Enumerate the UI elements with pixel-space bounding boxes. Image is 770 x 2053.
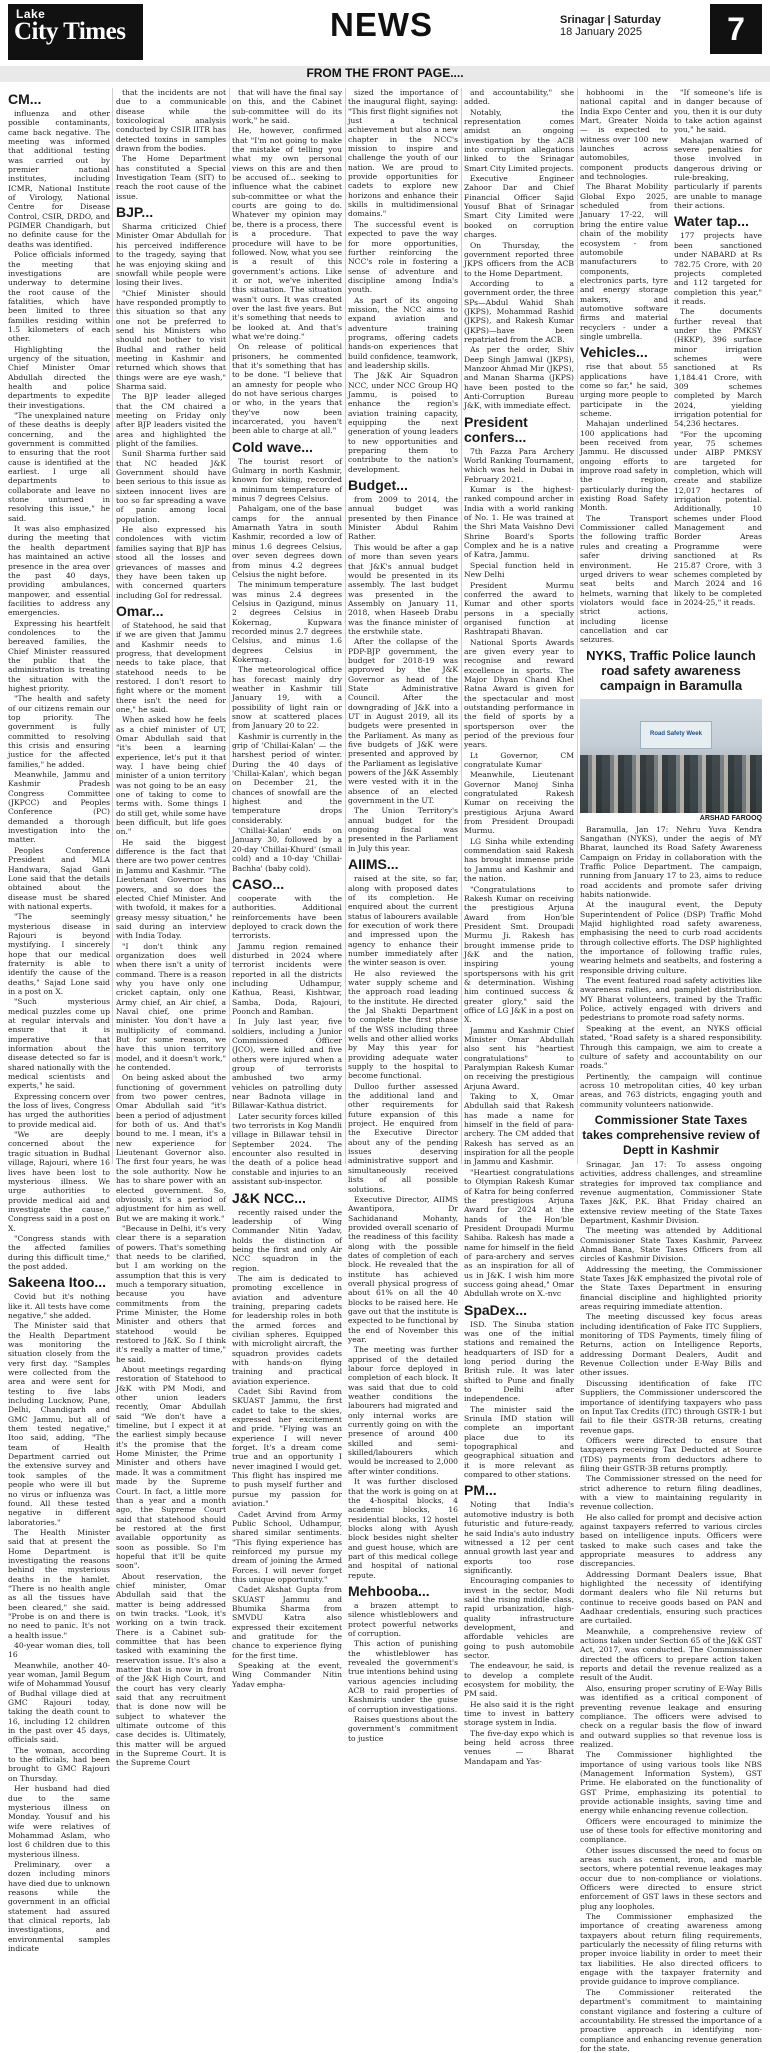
paragraph: sized the importance of the inaugural flight, saying: "This first flight signifies not just a technical achievement but also a new chapter in the NCC's mission to inspire and challenge the youth of our nation. We are proud to provide opportunities for cadets to explore new horizons and enhance their skills in multidimensional domains." xyxy=(348,88,458,219)
paragraph: Sharma criticized Chief Minister Omar Abdullah for his perceived indifference to the tragedy, saying that he was enjoying skiing and snowfall while people were losing their lives. xyxy=(116,222,226,288)
column-6-top xyxy=(580,88,762,646)
paragraph: The minimum temperature was minus 2.4 degrees Celsius in Qazigund, minus 2 degrees Celsius in Kokernag, Kupwara recorded minus 2.7 degrees Celsius, and minus 1.6 degrees Celsius in Kokernag. xyxy=(232,580,342,664)
paragraph: The meeting was attended by Additional Commissioner State Taxes Kashmir, Parveez Ahmad Bana, State Taxes Officers from all circles of Kashmir Division. xyxy=(580,1226,762,1264)
paragraph: The Commissioner highlighted the importance of using various tools like NBS (Management Information System), GST Prime. He elaborated on the functionality of GST Prime, emphasizing its potential to provide actionable insights, saving time and energy while enhancing revenue collection. xyxy=(580,1750,762,1816)
paragraph: Kashmir is currently in the grip of 'Chillai-Kalan' — the harshest period of winter. During the 40 days of 'Chillai-Kalan', which began on December 21, the chances of snowfall are the highest and the temperature drops considerably. xyxy=(232,731,342,825)
paragraph: raised at the site, so far, along with proposed dates of its completion. He enquired about the current status of labourers available for execution of work there and impressed upon the agency to enhance their number immediately after the winter season is over. xyxy=(348,874,458,968)
paragraph: It was further disclosed that the work is going on at the 4-hospital blocks, 4 academic blocks, 16 residential blocks, 12 hostel blocks along with Ayush block besides night shelter and guest house, which are part of this medical college and hospital of national repute. xyxy=(348,1477,458,1580)
article-body xyxy=(580,362,668,644)
paragraph: In July last year, five soldiers, including a Junior Commissioned Officer (JCO), were killed and five others were injured when a group of terrorists ambushed two army vehicles on patrolling duty near Badnota village in Billawar-Kathua district. xyxy=(232,1017,342,1111)
paragraph: As per the order, Shiv Deep Singh Jamwal (JKPS), Manzoor Ahmad Mir (JKPS), and Manan Sharma (JKPS) have been posted to the Anti-Corruption Bureau J&K, with immediate effect. xyxy=(464,345,574,411)
paragraph: "Such mysterious medical puzzles come up at regular intervals and ensure that it is imperative that information about the disease detected so far is shared nationally with the medical scientists and experts," he said. xyxy=(8,997,110,1091)
paragraph: The BJP leader alleged that the CM chaired a meeting on Friday only after BJP leaders visited the area and highlighted the plight of the families. xyxy=(116,392,226,449)
paragraph: that will have the final say on this, and the Cabinet sub-committee will do its work," he said. xyxy=(232,88,342,126)
paragraph: Sunil Sharma further said that NC headed J&K Government should have been serious to this issue as sixteen innocent lives are too so far spreading a wave of panic among local population. xyxy=(116,449,226,524)
photo-story-heading: NYKS, Traffic Police launch road safety awareness campaign in Baramulla xyxy=(586,647,756,693)
paragraph: Expressing concern over the loss of lives, Congress has urged the authorities to provide medical aid. xyxy=(8,1091,110,1129)
paragraph: Speaking at the event, Wing Commander Nitin Yadav empha- xyxy=(232,1661,342,1689)
paragraph: Mahajan warned of severe penalties for those involved in dangerous driving or rule-breaking, particularly if parents are unable to manage their actions. xyxy=(674,135,762,211)
paragraph: The five-day expo which is being held across three venues — Bharat Mandapam and Yas- xyxy=(464,1728,574,1766)
paragraph: The J&K Air Squadron NCC, under NCC Group HQ Jammu, is poised to enhance the region's aviation training capacity, equipping the next generation of young leaders to new opportunities and preparing them to contribute to the nation's development. xyxy=(348,371,458,474)
paragraph: Later security forces killed two terrorists in Kog Mandli village in Billawar tehsil in September 2024. The encounter also resulted in the death of a police head constable and injuries to an assistant sub-inspector. xyxy=(232,1111,342,1187)
paragraph: Executive Engineer Zahoor Dar and Chief Financial Officer Sajid Yousuf Bhat of Srinagar Smart City Limited were booked on corruption charges. xyxy=(464,174,574,240)
article-heading: Mehbooba... xyxy=(348,1582,430,1599)
paragraph: He, however, confirmed that "I'm not going to make the mistake of telling you what my own personal views on this are and then be accused of... seeking to influence what the cabinet sub-committee or what the courts are going to do. Whatever my opinion may be, there is a process, there is a procedure. That procedure will have to be followed. Now, what you see is a result of this government's actions. Like it or not, we've inherited this situation. The situation wasn't ours. It was created over the last five years. But it's something that needs to be looked at. And that's what we're doing." xyxy=(232,126,342,341)
paragraph: According to a government order, the three SPs—Abdul Wahid Shah (JKPS), Mohammad Rashid (JKPS), and Rakesh Kumar (JKPS)—have been repatriated from the ACB. xyxy=(464,278,574,344)
article-body xyxy=(116,621,226,1768)
masthead xyxy=(0,0,770,62)
article-body xyxy=(580,1160,762,2053)
photo-banner-text: Road Safety Week xyxy=(650,730,702,737)
paragraph: Other issues discussed the need to focus on areas such as cement, iron, and marble sectors, where potential revenue leakages may occur due to non-compliance or violations. Officers were directed to ensure strict enforcement of GST laws in these sectors and plug any loopholes. xyxy=(580,1845,762,1911)
paragraph: The Health Minister said that at present the Home Department is investigating the reasons behind the mysterious deaths in the hamlet. "There is no health angle as all the tissues have been cleared," she said. "Probe is on and there is no need to panic. It's not a health issue." xyxy=(8,1527,110,1640)
paragraph: "Congratulations to Rakesh Kumar on receiving the prestigious Arjuna Award from Hon'ble President Smt. Droupadi Murmu Ji. Rakesh has brought immense pride to J&K and the nation, inspiring young sportspersons with his grit & determination. Wishing him continued success & greater glory," said the office of LG J&K in a post on X. xyxy=(464,884,574,1025)
column-divider xyxy=(229,88,230,1164)
paragraph: The Union Territory's annual budget for the ongoing fiscal was presented in the Parliament in July this year. xyxy=(348,806,458,853)
paragraph: Notably, the representation comes amidst an ongoing investigation by the ACB into corruption allegations linked to the Srinagar Smart City Limited projects. xyxy=(464,107,574,173)
paragraph: The Home Department has constituted a Special Investigation Team (SIT) to reach the root cause of the issue. xyxy=(116,154,226,201)
paragraph: 'Chillai-Kalan' ends on January 30, followed by a 20-day 'Chillai-Khurd' (small cold) and a 10-day 'Chillai-Bachha' (baby cold). xyxy=(232,826,342,873)
paragraph: National Sports Awards are given every year to recognise and reward excellence in sports. The Major Dhyan Chand Khel Ratna Award is given for the spectacular and most outstanding performance in the field of sports by a sportsperson over the period of the previous four years. xyxy=(464,637,574,750)
section-title: NEWS xyxy=(330,6,433,43)
news-photo xyxy=(580,699,762,813)
paragraph: Dulloo further assessed the additional land and other requirements for future expansion of this project. He enquired from the Executive Director about any of the pending issues deserving administrative support and simultaneously received lists of all possible solutions. xyxy=(348,1081,458,1194)
paragraph: Srinagar, Jan 17: To assess ongoing activities, address challenges, and streamline strategies for improved tax compliance and revenue augmentation, Commissioner State Taxes J&K, P.K. Bhat Friday chaired an extensive review meeting of the State Taxes Department, Kashmir Division. xyxy=(580,1159,762,1225)
article-body xyxy=(116,222,226,600)
paragraph: "We are deeply concerned about the tragic situation in Budhal village, Rajouri, where 16 lives have been lost to mysterious illness. We urge authorities to provide medical aid and investigate the cause," Congress said in a post on X. xyxy=(8,1130,110,1233)
edition-city: Srinagar | Saturday xyxy=(560,14,661,26)
paragraph: Meanwhile, a comprehensive review of actions taken under Section 65 of the J&K GST Act, 2017, was conducted. The Commissioner directed the officers to prepare action taken reports and detail the revenue realized as a result of the Audit. xyxy=(580,1626,762,1683)
paragraph: Peoples Conference President and MLA Handwara, Sajad Gani Lone said that the details obtained about the disease must be shared with national experts. xyxy=(8,845,110,911)
paragraph: Pahalgam, one of the base camps for the annual Amarnath Yatra in south Kashmir, recorded a low of minus 1.6 degrees Celsius, over seven degrees down from minus 4.2 degrees Celsius the night before. xyxy=(232,504,342,579)
paragraph: He also expressed his condolences with victim families saying that BJP has stood all the losses and grievances of masses and they have been taken up with concerned quarters including GoI for redressal. xyxy=(116,525,226,600)
paragraph: The woman, according to the officials, had been brought to GMC Rajouri on Thursday. xyxy=(8,1745,110,1783)
paragraph: The meteorological office has forecast mainly dry weather in Kashmir till January 19, with a possibility of light rain or snow at scattered places from January 20 to 22. xyxy=(232,665,342,731)
paragraph: 7th Fazza Para Archery World Ranking Tournament, which was held in Dubai in February 2021. xyxy=(464,446,574,484)
paragraph: LG Sinha while extending commendation said Rakesh has brought immense pride to Jammu and Kashmir and the nation. xyxy=(464,836,574,884)
paragraph: Raises questions about the government's commitment to justice xyxy=(348,1715,458,1743)
column-5 xyxy=(464,88,574,1766)
article-body xyxy=(232,88,342,436)
paragraph: It was also emphasized during the meeting that the health department has maintained an active presence in the area over the past 40 days, providing ambulances, manpower, and essential facilities to address any emergencies. xyxy=(8,524,110,618)
article-heading: Water tap... xyxy=(674,213,749,230)
paragraph: The Transport Commissioner called the following traffic rules and creating a safer driving environment. He urged drivers to wear seat belts and helmets, warning that violators would face strict actions, including license cancellation and car seizures. xyxy=(580,513,668,645)
logo-main: City Times xyxy=(14,18,126,45)
column-6-left xyxy=(580,88,668,646)
paragraph: Mahajan underlined 100 applications had been received from Jammu. He discussed ongoing efforts to improve road safety in the region, particularly during the existing Road Safety Month. xyxy=(580,419,668,513)
edition-date: 18 January 2025 xyxy=(560,26,642,38)
paragraph: The Commissioner stressed on the need for strict adherence to return filing deadlines, with a view to maintaining regularity in revenue collection. xyxy=(580,1474,762,1512)
paragraph: Jammu region remained disturbed in 2024 where terrorist incidents were reported in all the districts including Udhampur, Kathua, Reasi, Kishtwar, Samba, Doda, Rajouri, Poonch and Ramban. xyxy=(232,941,342,1016)
article-body xyxy=(580,825,762,1109)
article-body xyxy=(464,1500,574,1766)
article-heading: AIIMS... xyxy=(348,856,399,873)
paragraph: Pertinently, the campaign will continue across 10 metropolitan cities, 40 key urban areas, and 763 districts, engaging youth and community volunteers nationwide. xyxy=(580,1071,762,1109)
article-heading: Omar... xyxy=(116,602,164,619)
paragraph: On Thursday, the government reported three JKPS officers from the ACB to the Home Department. xyxy=(464,240,574,278)
paragraph: This would be after a gap of more than seven years that J&K's annual budget would be presented in its assembly. The last budget was presented in the Assembly on January 11, 2018, when Haseeb Drabu was the finance minister of the erstwhile state. xyxy=(348,542,458,636)
column-4 xyxy=(348,88,458,1743)
article-heading: Vehicles... xyxy=(580,344,648,361)
paragraph: Cadet Sibi Ravind from SKUAST Jammu, the first cadet to take to the skies, expressed her excitement and pride. "Flying was an experience I will never forget. It's a dream come true and an opportunity I never imagined I would get. This flight has inspired me to push myself further and pursue my passion for aviation." xyxy=(232,1387,342,1509)
photo-credit: ARSHAD FAROOQ xyxy=(699,814,762,822)
paragraph: The meeting discussed key focus areas including identification of Fake ITC Suppliers, monitoring of TDS Payments, timely filing of Returns, action on Intelligence Reports, addressing Dormant Dealers, Audit and Revenue Collection under E-Way Bills and other issues. xyxy=(580,1312,762,1378)
paragraph: This action of punishing the whistleblower has revealed the government's true intentions behind using various agencies including ACB to raid properties of Kashmiris under the guise of corruption investigations. xyxy=(348,1639,458,1714)
article-heading: SpaDex... xyxy=(464,1301,528,1318)
paragraph: He also said it is the right time to invest in battery storage system in India. xyxy=(464,1699,574,1728)
paragraph: a brazen attempt to silence whistleblowers and protect powerful networks of corruption. xyxy=(348,1600,458,1638)
paragraph: The tourist resort of Gulmarg in north Kashmir, known for skiing, recorded a minimum temperature of minus 7 degrees Celsius. xyxy=(232,456,342,504)
article-heading: CASO... xyxy=(232,875,285,892)
paragraph: Speaking at the event, an NYKS official stated, "Road safety is a shared responsibility. Through this campaign, we aim to create a culture of safety and accountability on our roads." xyxy=(580,1023,762,1071)
paragraph: After the collapse of the PDP-BJP government, the budget for 2018-19 was approved by the J&K Governor as head of the State Administrative Council. After the downgrading of J&K into a UT in August 2019, all its budgets were presented in the Parliament. As many as five budgets of J&K were presented and approved by the Parliament as legislative powers of the J&K Assembly were vested with it in the absence of an elected government in the UT. xyxy=(348,637,458,806)
paragraph: Meanwhile, Jammu and Kashmir Pradesh Congress Committee (JKPCC) and Peoples Conference (PC) demanded a thorough investigation into the matter. xyxy=(8,770,110,845)
column-divider xyxy=(461,88,462,1164)
paragraph: The documents further reveal that under the PMKSY (HKKP), 396 surface minor irrigation schemes were sanctioned at Rs 1,184.41 Crore, with 309 schemes completed by March 2024, yielding irrigation potential for 54,236 hectares. xyxy=(674,307,762,429)
article-body xyxy=(464,447,574,1299)
paragraph: On release of political prisoners, he commented that it's something that has to be done. "I believe that an amnesty for people who do not have serious charges or who, in the years that they've now been incarcerated, you haven't been able to charge at all." xyxy=(232,342,342,436)
paragraph: "Congress stands with the affected families during this difficult time," the post added. xyxy=(8,1233,110,1271)
paragraph: On being asked about the functioning of government from two power centres, Omar Abdullah said "it's been a period of adjustment for both of us. And that's bound to me. I mean, it's a new experience for Lieutenant Governor also. The first four years, he was the sole authority. Now he has to share power with an elected government. So, obviously, it's a period of adjustment for him as well. But we are making it work." xyxy=(116,1073,226,1223)
paragraph: "Chief Minister should have responded promptly to this situation so that any one not be preferred to send his Ministers who should not bother to visit Budhal and rather held meeting in Kashmir and returned which shows that things were are eye wash," Sharma said. xyxy=(116,288,226,391)
paragraph: cooperate with the authorities. Additional reinforcements have been deployed to crack down the terrorists. xyxy=(232,893,342,941)
paragraph: Meanwhile, Lieutenant Governor Manoj Sinha congratulated Rakesh Kumar on receiving the prestigious Arjuna Award from President Droupadi Murmu. xyxy=(464,770,574,836)
paragraph: influenza and other possible contaminants, came back negative. The meeting was informed that additional testing was carried out by premier national institutes, including ICMR, National Institute of Virology, National Centre for Disease Control, CSIR, DRDO, and PGIMER Chandigarh, but no definite cause for the deaths was identified. xyxy=(8,109,110,249)
paragraph: When asked how he feels as a chief minister of UT, Omar Abdullah said that "it's been a learning experience, let's put it that way. I have being chief minister of a union territory was not going to be an easy one of taking to come to terms with. Some things I do still get, while some have been difficult, but life goes on." xyxy=(116,715,226,837)
paragraph: Meanwhile, another 40-year woman, Jamil Begum wife of Mohammad Yousuf of Budhal village died at GMC Rajouri today, taking the death count to 16, including 12 children in the past over 45 days, officials said. xyxy=(8,1660,110,1745)
article-heading: President confers... xyxy=(464,413,528,445)
paragraph: from 2009 to 2014, the annual budget was presented by then Finance Minister Abdul Rahim Rather. xyxy=(348,495,458,542)
newspaper-logo xyxy=(8,4,143,60)
paragraph: Addressing the meeting, the Commissioner State Taxes J&K emphasized the pivotal role of the State Taxes Department in ensuring financial discipline and highlighted priority areas requiring immediate attention. xyxy=(580,1264,762,1312)
paragraph: Highlighting the urgency of the situation, Chief Minister Omar Abdullah directed the health and police departments to expedite their investigations. xyxy=(8,344,110,410)
paragraph: Special function held in New Delhi xyxy=(464,560,574,580)
paragraph: ISD. The Sinuba station was one of the initial stations and remained the headquarters of ISD for a long period during the British rule. It was later shifted to Pune and finally to Delhi after independence. xyxy=(464,1319,574,1404)
paragraph: "The seemingly mysterious disease in Rajouri is beyond mystifying. I sincerely hope that our medical fraternity is able to identify the cause of the deaths," Sajad Lone said in a post on X. xyxy=(8,912,110,996)
paragraph: The Commissioner emphasized the importance of creating awareness among taxpayers about return filing requirements, particularly the necessity of filing returns with proper invoice liability in order to meet their tax liabilities. He also directed officers to engage with the taxpayer fraternity and provide guidance to improve compliance. xyxy=(580,1912,762,1987)
paragraph: of Statehood, he said that if we are given that Jammu and Kashmir needs to progress, that development needs to take place, that statehood needs to be restored. I don't resort to fight where or the moment there isn't the need for one," he said. xyxy=(116,620,226,714)
column-1 xyxy=(8,88,110,1953)
article-body xyxy=(232,457,342,873)
paragraph: Encouraging companies to invest in the sector, Modi said the rising middle class, rapid urbanization, high-quality infrastructure development, and affordable vehicles are going to push automobile sector. xyxy=(464,1576,574,1660)
paragraph: "The health and safety of our citizens remain our top priority. The government is fully committed to resolving this crisis and ensuring justice for the affected families," he added. xyxy=(8,694,110,769)
paragraph: "For the upcoming year, 75 schemes under AIBP PMKSY are targeted for completion, which will create and stabilize 12,017 hectares of irrigation potential. Additionally, 10 schemes under Flood Management and Border Areas Programme were sanctioned at Rs 215.87 Crore, with 3 schemes completed by March 2024 and 16 likely to be completed in 2024-25," it reads. xyxy=(674,429,762,607)
paragraph: "Heartiest congratulations to Olympian Rakesh Kumar of Katra for being conferred the prestigious Arjuna Award for 2024 at the hands of the Hon'ble President Droupadi Murmu Sahiba. Rakesh has made a name for himself in the field of para-archery and serves as an inspiration for all of us in J&K. I wish him more success going ahead," Omar Abdullah wrote on X.-nvc xyxy=(464,1167,574,1299)
article-heading: PM... xyxy=(464,1482,497,1499)
paragraph: hobhoomi in the national capital and India Expo Center and Mart, Greater Noida — is expected to witness over 100 new launches across automobiles, component products and technologies. xyxy=(580,88,668,182)
paragraph: The minister said the Srinula IMD station will complete an important place due to its topographical and geographical situation and it is more relevant as compared to other stations. xyxy=(464,1404,574,1480)
paragraph: Cadet Arvind from Army Public School, Udhampur, shared similar sentiments. "This flying experience has reinforced my pursue my dream of joining the Armed Forces. I will never forget this unique opportunity." xyxy=(232,1509,342,1584)
column-3 xyxy=(232,88,342,1689)
column-divider xyxy=(577,88,578,1164)
paragraph: The Minister said that the Health Department was monitoring the situation closely from the very first day. "Samples were collected from the area and were sent for testing to five labs including Lucknow, Pune, Delhi, Chandigarh and GMC Jammu, but all of them tested negative," Itoo said, adding, "The team of Health Department carried out the extensive survey and took samples of the people who were ill but no virus or influenza was found. All these tested negative in different laboratories." xyxy=(8,1321,110,1527)
paragraph: About meetings regarding restoration of Statehood to J&K with PM Modi, and other union leaders recently, Omar Abdullah said "We don't have a timeline, but I expect it at the earliest simply because it's the promise that the Home Minister, the Prime Minister and others have made. It was a commitment made by the Supreme Court. In fact, a little more than a year and a month ago, the Supreme Court said that statehood should be restored at the first available opportunity as soon as possible. So I'm hopeful that it'll be quite soon". xyxy=(116,1365,226,1571)
paragraph: The aim is dedicated to promoting excellence in aviation and adventure training, preparing cadets for leadership roles in both the armed forces and civilian spheres. Equipped with microlight aircraft, the squadron provides cadets with hands-on flying training and practical aviation experience. xyxy=(232,1273,342,1386)
article-heading: Cold wave... xyxy=(232,438,313,455)
paragraph: that the incidents are not due to a communicable disease while the toxicological analysis conducted by CSIR IITR has detected toxins in samples drawn from the bodies. xyxy=(116,88,226,154)
paragraph: President Murmu conferred the award to Kumar and other sports persons in a specially organised function at Rashtrapati Bhavan. xyxy=(464,580,574,637)
page-number: 7 xyxy=(710,4,762,54)
paragraph: The endeavour, he said, is to develop a complete ecosystem for mobility, the PM said. xyxy=(464,1661,574,1699)
paragraph: He also called for prompt and decisive action against taxpayers referred to various circles based on intelligence inputs. Officers were tasked to make such cases and take the appropriate measures to address any discrepancies. xyxy=(580,1512,762,1569)
paragraph: "The unexplained nature of these deaths is deeply concerning, and the government is committed to ensuring that the root cause is identified at the earliest. I urge all departments to collaborate and leave no stone unturned in resolving this issue," he said. xyxy=(8,411,110,523)
paragraph: Officers were directed to ensure that taxpayers receiving Tax Deducted at Source (TDS) payments from deductors adhere to filing their GSTR-3B returns promptly. xyxy=(580,1435,762,1473)
edition-info xyxy=(560,14,700,38)
paragraph: About reservation, the chief minister, Omar Abdullah said that the matter is being addressed on twin tracks. "Look, it's working on a twin track. There is a Cabinet sub-committee that has been tasked with examining the reservation issue. It's also a matter that is now in front of the J&K High Court, and the court has very clearly said that any recruitment that is done now will be subject to whatever the ultimate outcome of this case decides is. Ultimately, this matter will be argued in the Supreme Court. It is the Supreme Court xyxy=(116,1571,226,1768)
photo-banner xyxy=(640,721,712,749)
article-body xyxy=(580,88,668,341)
paragraph: Covid but it's nothing like it. All tests have come negative," she added. xyxy=(8,1292,110,1320)
paragraph: The meeting was further apprised of the detailed labour force deployed in completion of each block. It was said that due to cold weather conditions the labourers had migrated and only internal works are currently going on with the presence of around 400 skilled and semi-skilled/labourers which would be increased to 2,000 after winter conditions. xyxy=(348,1345,458,1476)
paragraph: Noting that India's automotive industry is both futuristic and future-ready, he said India's auto industry witnessed a 12 per cent annual growth last year and exports too rose significantly. xyxy=(464,1500,574,1575)
column-6 xyxy=(580,88,762,2053)
paragraph: Jammu and Kashmir Chief Minister Omar Abdullah also sent his "heartiest congratulations" to Paralympian Rakesh Kumar on receiving the prestigious Arjuna Award. xyxy=(464,1025,574,1091)
article-heading: Sakeena Itoo... xyxy=(8,1274,107,1291)
paragraph: Lt Governor, CM congratulate Kumar xyxy=(464,750,574,770)
paragraph: The successful event is expected to pave the way for more opportunities, further reinforcing the NCC's role in fostering a sense of adventure and discipline among India's youth. xyxy=(348,219,458,295)
paragraph: Discussing identification of fake ITC Suppliers, the Commissioner underscored the importance of identifying taxpayers who pass on Input Tax Credits (ITC) through GSTR-1 but fail to file their GSTR-3B returns, creating revenue gaps. xyxy=(580,1378,762,1435)
paragraph: and accountability," she added. xyxy=(464,88,574,107)
article-body xyxy=(674,231,762,607)
article-body xyxy=(348,495,458,853)
paragraph: Addressing Dormant Dealers issue, Bhat highlighted the necessity of identifying dormant dealers who file Nil returns but continue to receive goods based on PAN and Aadhaar credentials, ensuring such practices are curtailed. xyxy=(580,1569,762,1626)
paragraph: The event featured road safety activities like awareness rallies, and pamphlet distribution. MY Bharat volunteers, trained by the Traffic Police, actively engaged with drivers and pedestrians to promote road safety norms. xyxy=(580,976,762,1023)
article-body xyxy=(8,109,110,1271)
paragraph: "I don't think any organization does well when there isn't a unity of command. There is a reason why you have only one cricket captain, only one Army chief, an Air chief, a Naval chief, one prime minister. You don't have a multiplicity of command. But for some reason, we have this union territory model, and it doesn't work," he contended. xyxy=(116,941,226,1073)
paragraph: He also reviewed the water supply scheme and the approach road leading to the institute. He directed the Jal Shakti Department to complete the first phase of the WSS including three wells and other allied works by May this year for providing adequate water supply to the hospital to become functional. xyxy=(348,968,458,1081)
article-body xyxy=(348,1601,458,1743)
article-body xyxy=(674,88,762,210)
column-divider xyxy=(112,88,113,1164)
paragraph: Cadet Akshat Gupta from SKUAST Jammu and Bhumika Sharma from SMVDU Katra also expressed their excitement and gratitude for the chance to experience flying for the first time. xyxy=(232,1585,342,1660)
paragraph: Officers were encouraged to minimize the use of these tools for effective monitoring and compliance. xyxy=(580,1816,762,1845)
paragraph: He said the biggest difference is the fact that there are two power centres in Jammu and Kashmir. "The Lieutenant Governor has powers, and so does the elected Chief Minister. And with twofold, it makes for a greasy messy situation," he said during an interview with India Today. xyxy=(116,837,226,941)
paragraph: Also, ensuring proper scrutiny of E-Way Bills was identified as a critical component of preventing revenue leakage and ensuring compliance. The officers were advised to check on a regular basis the flow of inward and outward supplies so that revenue loss is realized. xyxy=(580,1683,762,1749)
article-body xyxy=(116,88,226,201)
column-divider xyxy=(345,88,346,1164)
paragraph: 177 projects have been sanctioned under NABARD at Rs 782.75 Crore, with 20 projects completed and 112 targeted for completion this year," it reads. xyxy=(674,231,762,306)
logo-top: Lake xyxy=(16,7,46,21)
paragraph: Baramulla, Jan 17: Nehru Yuva Kendra Sangathan (NYKS), under the aegis of MY Bharat, launched its Road Safety Awareness Campaign on Friday in collaboration with the Traffic Police Department. The campaign, running from January 17 to 23, aims to reduce road accidents and promote safer driving habits nationwide. xyxy=(580,824,762,899)
article-heading: J&K NCC... xyxy=(232,1189,306,1206)
paragraph: Taking to X, Omar Abdullah said that Rakesh has made a name for himself in the field of para-archery. The CM added that Rakesh has served as an inspiration for all the people in Jammu and Kashmir. xyxy=(464,1092,574,1167)
paragraph: The Bharat Mobility Global Expo 2025, scheduled from January 17-22, will bring the entire value chain of the mobility ecosystem - from automobile manufacturers to components, electronics parts, tyre and energy storage makers, and automotive software firms and material recyclers - under a single umbrella. xyxy=(580,182,668,341)
paragraph: "If someone's life is in danger because of you, then it is our duty to take action against you," he said. xyxy=(674,88,762,135)
article-heading: CM... xyxy=(8,91,42,107)
column-2 xyxy=(116,88,226,1768)
article-body xyxy=(464,1320,574,1480)
strip-title: FROM THE FRONT PAGE.... xyxy=(306,66,464,80)
article-heading: BJP... xyxy=(116,204,154,221)
paragraph: Her husband had died due to the same mysterious illness on Monday. Yousuf and his wife were relatives of Mohammad Aslam, who lost 6 children due to this mysterious illness. xyxy=(8,1784,110,1859)
article-heading: Budget... xyxy=(348,477,408,494)
article-heading: Commissioner State Taxes takes comprehensive review of Deptt in Kashmir xyxy=(582,1112,760,1157)
paragraph: Expressing his heartfelt condolences to the bereaved families, the Chief Minister reassured the public that the administration is treating the situation with the highest priority. xyxy=(8,618,110,693)
paragraph: recently raised under the leadership of Wing Commander Nitin Yadav, holds the distinction of being the first and only Air NCC squadron in the region. xyxy=(232,1207,342,1273)
paragraph: 40-year woman dies, toll 16 xyxy=(8,1641,110,1660)
paragraph: Police officials informed the meeting that investigations are underway to determine the root cause of the fatalities, which have been limited to three families residing within 1.5 kilometers of each other. xyxy=(8,250,110,344)
article-body xyxy=(464,88,574,411)
paragraph: rise that about 55 applications have come so far," he said, urging more people to participate in the scheme. xyxy=(580,362,668,418)
paragraph: Kumar is the highest-ranked compound archer in India with a world ranking of No. 1. He was trained at the Shri Mata Vaishno Devi Shrine Board's Sports Complex and he is a native of Katra, Jammu. xyxy=(464,485,574,560)
column-6-right xyxy=(674,88,762,646)
paragraph: "Because in Delhi, it's very clear there is a separation of powers. That's something that needs to be clarified, but I am working on the assumption that this is very much a temporary situation, because you have commitments from the Prime Minister, the Home Minister and others that statehood would be restored to J&K. So I think it's really a matter of time," he said. xyxy=(116,1223,226,1364)
article-body xyxy=(232,894,342,1187)
paragraph: Executive Director, AIIMS Awantipora, Dr Sachidanand Mohanty, provided overall scenario of the readiness of this facility along with the possible dates of completion of each block. He revealed that the institute has achieved overall physical progress of about 61% on all the 40 blocks to be raised here. He gave out that the institute is expected to be functional by the end of November this year. xyxy=(348,1194,458,1344)
paragraph: At the inaugural event, the Deputy Superintendent of Police (DSP) Traffic Mohd Majid highlighted road safety awareness, emphasising the need to curb road accidents through collective efforts. The DSP highlighted the importance of following traffic rules, wearing helmets and seatbelts, and fostering a responsible driving culture. xyxy=(580,900,762,975)
paragraph: Preliminary, over a dozen including minors have died due to unknown reasons while the government in an official statement had assured that clinical reports, lab investigations, and environmental samples indicate xyxy=(8,1859,110,1953)
article-body xyxy=(232,1208,342,1690)
article-body xyxy=(348,874,458,1580)
article-body xyxy=(348,88,458,474)
paragraph: The Commissioner reiterated the department's commitment to maintaining constant vigilance and fostering a culture of accountability. He stressed the importance of a proactive approach in identifying non-compliance and enhancing revenue generation for the state. xyxy=(580,1987,762,2053)
article-body xyxy=(8,1292,110,1953)
photo-crowd xyxy=(580,755,762,813)
paragraph: As part of its ongoing mission, the NCC aims to expand aviation and adventure training programs, offering cadets hands-on experiences that build confidence, teamwork, and leadership skills. xyxy=(348,295,458,370)
